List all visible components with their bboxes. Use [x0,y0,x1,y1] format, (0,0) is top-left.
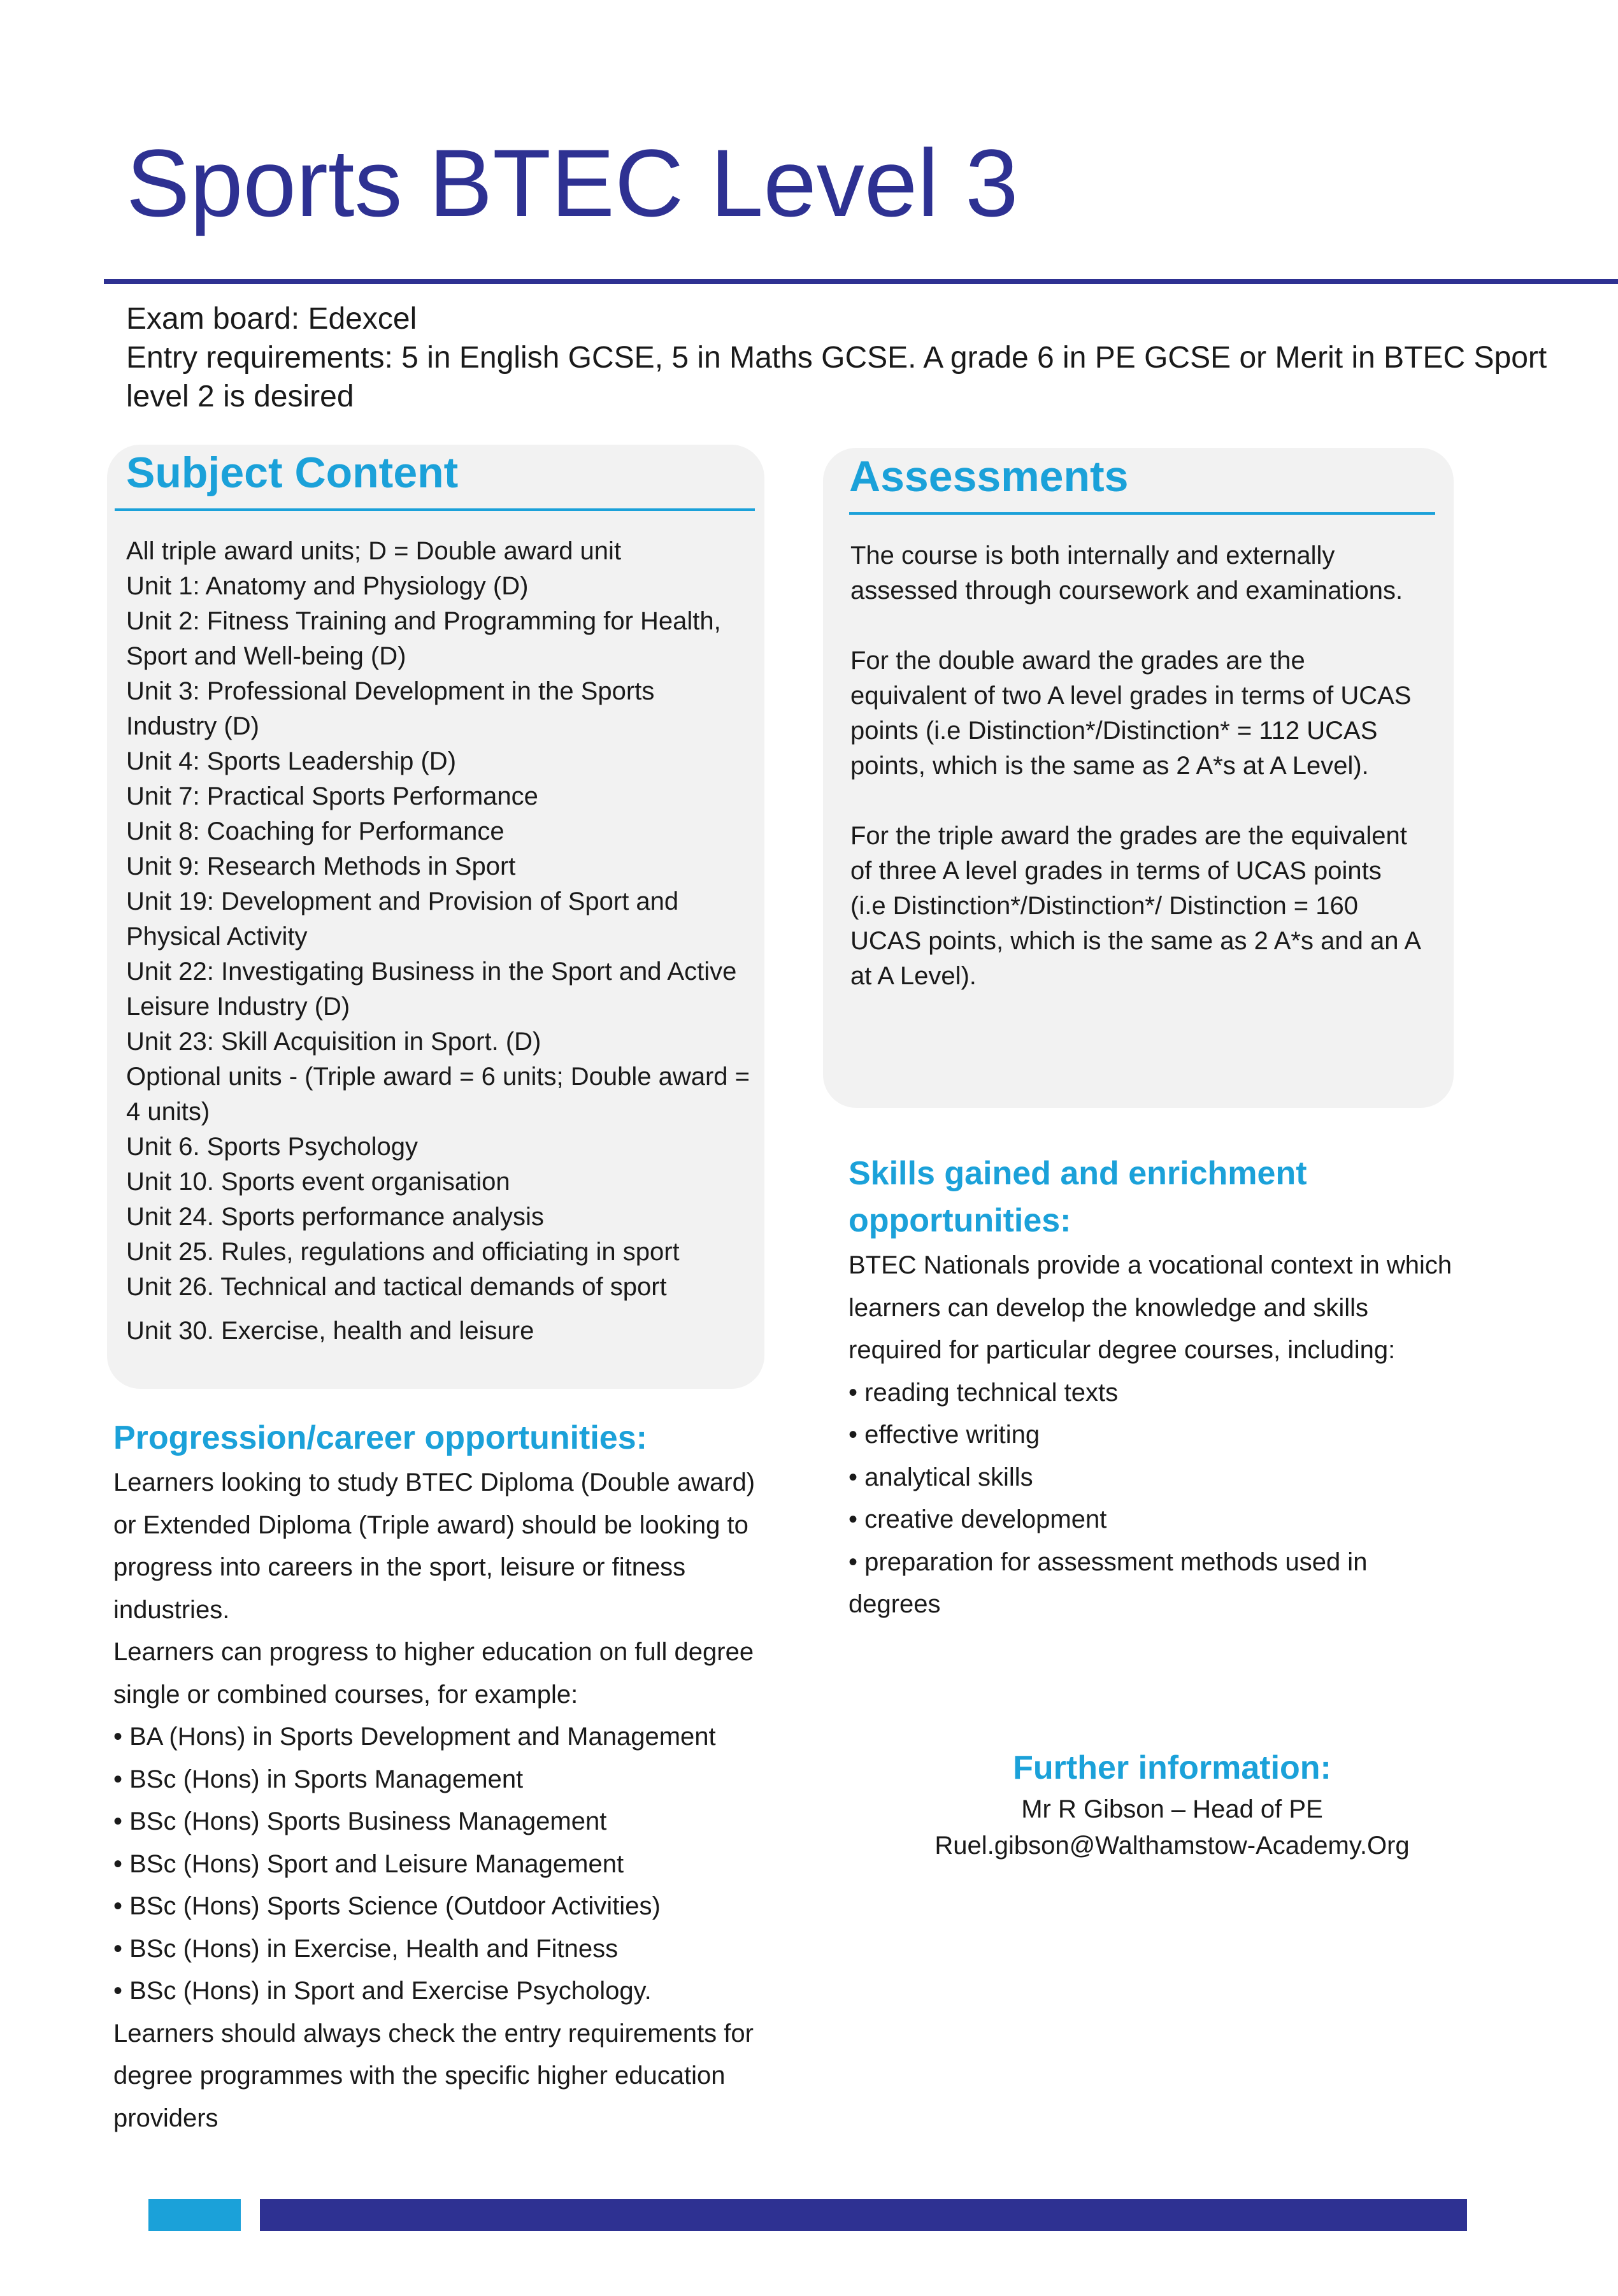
assessment-paragraph: The course is both internally and externally assessed through coursework and examinations. [850,542,1403,605]
footer-bar-accent [148,2199,241,2231]
list-item: Unit 3: Professional Development in the Sports Industry (D) [126,677,655,740]
progression-para-2: Learners can progress to higher education on full degree single or combined courses, for example: [113,1638,754,1709]
assessments-heading: Assessments [849,452,1129,501]
list-item: • BSc (Hons) in Sport and Exercise Psychology. [113,1970,763,2013]
list-item: Unit 22: Investigating Business in the Sport and Active Leisure Industry (D) [126,958,737,1021]
list-item: Unit 9: Research Methods in Sport [126,852,516,880]
exam-board: Exam board: Edexcel [126,302,417,336]
list-item: Unit 24. Sports performance analysis [126,1203,544,1231]
list-item: All triple award units; D = Double award unit [126,537,622,565]
assessments-body [850,538,1424,1029]
list-item: Unit 30. Exercise, health and leisure [126,1317,534,1345]
list-item: • effective writing [848,1414,1454,1456]
list-item: Unit 2: Fitness Training and Programming for Health, Sport and Well-being (D) [126,607,721,670]
page-title: Sports BTEC Level 3 [126,129,1019,236]
list-item: Unit 25. Rules, regulations and officiating in sport [126,1238,680,1266]
list-item: Unit 4: Sports Leadership (D) [126,747,457,775]
list-item: Unit 23: Skill Acquisition in Sport. (D) [126,1028,541,1056]
subject-content-list [126,534,750,1349]
further-info-heading: Further information: [1013,1749,1331,1786]
list-item: Unit 7: Practical Sports Performance [126,782,538,810]
further-info-section [822,1744,1522,1864]
progression-para-1: Learners looking to study BTEC Diploma (Double award) or Extended Diploma (Triple award) should be looking to progress into careers in the sport, leisure or fitness industries. [113,1468,755,1624]
list-item: • analytical skills [848,1456,1454,1499]
skills-list [848,1372,1454,1626]
skills-intro: BTEC Nationals provide a vocational context in which learners can develop the knowledge and skills required for particular degree courses, including: [848,1251,1452,1364]
assessment-paragraph: For the triple award the grades are the equivalent of three A level grades in terms of UCAS points (i.e Distinction*/Distinction*/ Distinction = 160 UCAS points, which is the same as 2 A*s and an A at A Level). [850,822,1420,990]
degree-course-list [113,1716,763,2013]
list-item: • BSc (Hons) Sports Science (Outdoor Activities) [113,1885,763,1928]
list-item: Unit 10. Sports event organisation [126,1168,510,1196]
list-item: Unit 8: Coaching for Performance [126,817,505,845]
list-item: • creative development [848,1498,1454,1541]
skills-heading: Skills gained and enrichment opportunities: [848,1155,1307,1239]
list-item: • BSc (Hons) in Exercise, Health and Fitness [113,1928,763,1970]
progression-para-3: Learners should always check the entry requirements for degree programmes with the specific higher education providers [113,2019,754,2132]
list-item: • BA (Hons) in Sports Development and Management [113,1716,763,1758]
assessments-rule [849,512,1435,515]
list-item: Optional units - (Triple award = 6 units; Double award = 4 units) [126,1063,750,1126]
contact-name: Mr R Gibson – Head of PE [1021,1795,1323,1823]
list-item: • BSc (Hons) in Sports Management [113,1758,763,1801]
list-item: Unit 1: Anatomy and Physiology (D) [126,572,529,600]
skills-section [848,1150,1454,1626]
list-item: Unit 26. Technical and tactical demands of sport [126,1273,667,1301]
title-divider [104,279,1618,284]
intro-block [126,299,1553,416]
contact-email[interactable]: Ruel.gibson@Walthamstow-Academy.Org [934,1832,1410,1860]
entry-requirements: Entry requirements: 5 in English GCSE, 5 in Maths GCSE. A grade 6 in PE GCSE or Merit in BTEC Sport level 2 is desired [126,341,1547,413]
subject-content-heading: Subject Content [126,448,459,497]
progression-section [113,1414,763,2139]
list-item: • reading technical texts [848,1372,1454,1414]
list-item: • BSc (Hons) Sport and Leisure Management [113,1843,763,1886]
footer-bar [260,2199,1467,2231]
assessment-paragraph: For the double award the grades are the equivalent of two A level grades in terms of UCAS points (i.e Distinction*/Distinction* = 112 UCAS points, which is the same as 2 A*s at A Level). [850,647,1412,780]
list-item: • preparation for assessment methods used in degrees [848,1541,1454,1626]
list-item: Unit 6. Sports Psychology [126,1133,418,1161]
list-item: Unit 19: Development and Provision of Sport and Physical Activity [126,887,679,951]
subject-content-rule [115,508,755,511]
list-item: • BSc (Hons) Sports Business Management [113,1800,763,1843]
progression-heading: Progression/career opportunities: [113,1419,647,1456]
